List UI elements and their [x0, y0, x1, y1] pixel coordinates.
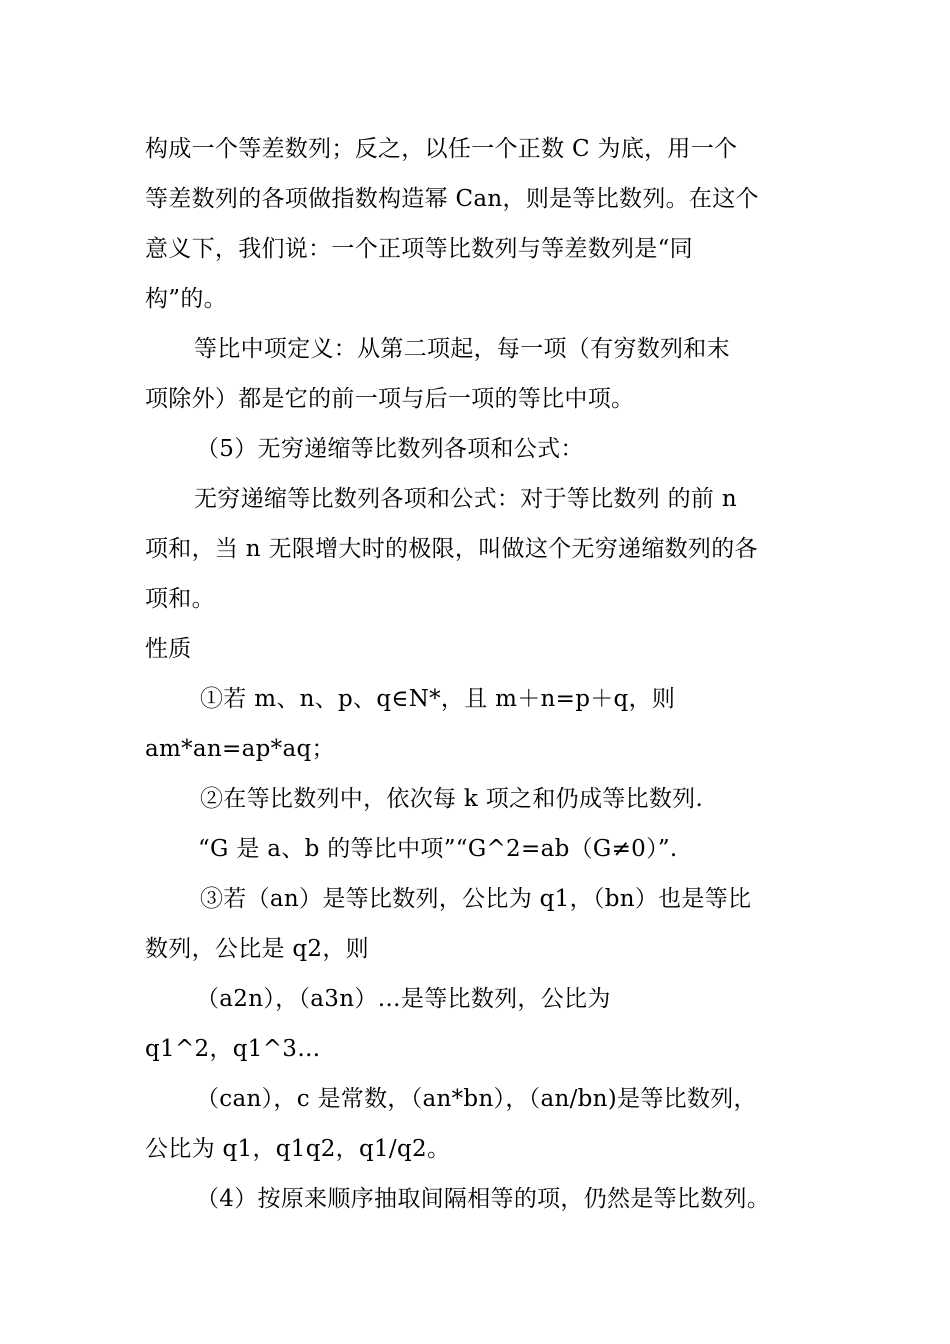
text-line-15: “G 是 a、b 的等比中项”“G^2=ab（G≠0）”.	[198, 836, 678, 862]
text-line-5: 等比中项定义：从第二项起，每一项（有穷数列和末	[194, 336, 730, 362]
text-line-8: 无穷递缩等比数列各项和公式：对于等比数列 的前 n	[194, 486, 737, 512]
property-3: ③若（an）是等比数列，公比为 q1，（bn）也是等比	[200, 886, 752, 912]
text-line-4: 构”的。	[145, 286, 227, 312]
text-line-2: 等差数列的各项做指数构造幂 Can，则是等比数列。在这个	[145, 186, 759, 212]
property-4: （4）按原来顺序抽取间隔相等的项，仍然是等比数列。	[196, 1186, 771, 1212]
text-line-20: （can），c 是常数，（an*bn），（an/bn)是等比数列，	[196, 1086, 757, 1112]
text-line-18: （a2n），（a3n）…是等比数列，公比为	[196, 986, 611, 1012]
text-line-3: 意义下，我们说：一个正项等比数列与等差数列是“同	[145, 236, 693, 262]
property-3-cont: 数列，公比是 q2，则	[145, 936, 369, 962]
properties-heading: 性质	[145, 636, 192, 662]
property-1-cont: am*an=ap*aq；	[145, 736, 335, 762]
property-1: ①若 m、n、p、q∈N*，且 m＋n=p＋q，则	[200, 686, 676, 712]
text-line-19: q1^2，q1^3…	[145, 1036, 321, 1062]
section-heading-5: （5）无穷递缩等比数列各项和公式：	[196, 436, 584, 462]
text-line-21: 公比为 q1，q1q2，q1/q2。	[145, 1136, 451, 1162]
text-line-9: 项和，当 n 无限增大时的极限，叫做这个无穷递缩数列的各	[145, 536, 758, 562]
text-line-10: 项和。	[145, 586, 215, 612]
text-line-6: 项除外）都是它的前一项与后一项的等比中项。	[145, 386, 635, 412]
text-line-1: 构成一个等差数列；反之，以任一个正数 C 为底，用一个	[145, 136, 738, 162]
property-2: ②在等比数列中，依次每 k 项之和仍成等比数列.	[200, 786, 704, 812]
